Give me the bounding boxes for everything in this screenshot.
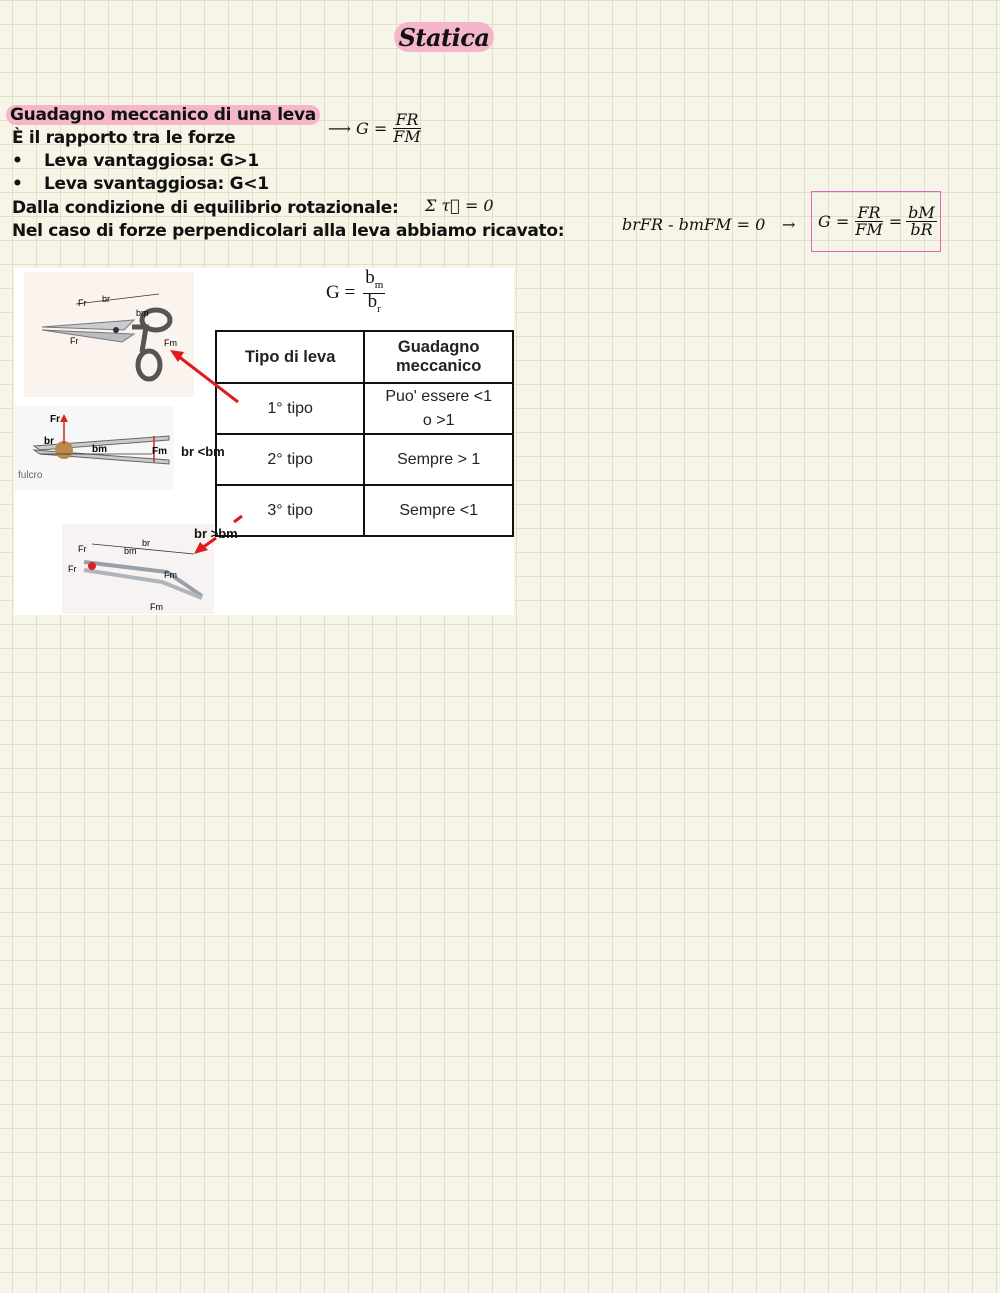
tongs-object <box>88 562 96 570</box>
nutcracker-illustration <box>14 406 174 490</box>
fraction-numerator: FR <box>395 110 419 129</box>
boxed-den-fm: FM <box>855 220 883 239</box>
nutcracker-label-fm: Fm <box>152 446 167 457</box>
implies-arrow: → <box>782 215 796 234</box>
boxed-num-bm: bM <box>908 203 935 222</box>
table-row <box>216 434 513 485</box>
tongs-label-fm-2: Fm <box>150 602 163 612</box>
table-cell-gain: Puo' essere <1 o >1 <box>364 383 513 434</box>
nutcracker-label-bm: bm <box>92 444 107 455</box>
table-cell-gain: Sempre <1 <box>364 485 513 536</box>
note-line-2: Dalla condizione di equilibrio rotazionale: <box>12 198 399 218</box>
boxed-fraction-forces <box>853 205 884 238</box>
nutcracker-label-br: br <box>44 436 54 447</box>
formula-fraction <box>363 267 385 317</box>
scissors-label-bm: bm <box>136 308 149 318</box>
table-header-type: Tipo di leva <box>216 331 364 383</box>
tongs-label-fm: Fm <box>164 570 177 580</box>
fraction-fr-fm <box>391 112 422 145</box>
formula-den-base: b <box>367 290 378 312</box>
scissors-label-fr-2: Fr <box>70 336 79 346</box>
scissors-label-fr: Fr <box>78 298 87 308</box>
heading-mechanical-gain <box>6 104 320 126</box>
handwritten-g-ratio <box>328 112 423 145</box>
handwritten-arrow: ⟶ G = <box>328 119 388 138</box>
boxed-gain-formula <box>811 191 941 252</box>
formula-g-label: G = <box>326 282 356 304</box>
table-cell-gain: Sempre > 1 <box>364 434 513 485</box>
boxed-den-br: bR <box>910 220 933 239</box>
tongs-label-fr: Fr <box>78 544 87 554</box>
boxed-g-label: G = <box>818 212 850 231</box>
formula-denominator <box>366 290 383 317</box>
equilibrium-equation: brFR - bmFM = 0 <box>622 215 766 234</box>
table-cell-type: 1° tipo <box>216 383 364 434</box>
label-br-less-bm: br <bm <box>181 444 225 459</box>
lever-gain-table <box>215 330 514 537</box>
boxed-equals: = <box>888 212 903 231</box>
bullet-dot-1: • <box>12 151 23 171</box>
red-arrow-tongs <box>190 512 250 558</box>
red-arrow-scissors <box>164 348 244 408</box>
table-cell-type: 3° tipo <box>216 485 364 536</box>
label-br-greater-bm: br >bm <box>194 526 238 541</box>
tongs-label-bm: bm <box>124 546 137 556</box>
red-arrow-line <box>178 356 238 402</box>
bullet-dot-2: • <box>12 174 23 194</box>
figure-gain-formula <box>326 267 385 317</box>
scissors-pivot <box>113 327 119 333</box>
scissors-label-br: br <box>102 294 111 304</box>
scissors-label-fm: Fm <box>164 338 177 348</box>
formula-num-base: b <box>365 267 375 288</box>
tongs-label-fr-2: Fr <box>68 564 77 574</box>
heading-highlight: Guadagno meccanico di una leva <box>6 105 320 125</box>
formula-num-sub: m <box>374 278 384 291</box>
table-row <box>216 485 513 536</box>
nutcracker-label-fr: Fr <box>50 414 60 425</box>
nutcracker-label-fulcrum: fulcro <box>18 470 43 481</box>
bullet-disadvantageous: Leva svantaggiosa: G<1 <box>44 174 269 194</box>
table-header-gain: Guadagno meccanico <box>364 331 513 383</box>
table-cell-type: 2° tipo <box>216 434 364 485</box>
red-arrow-line-dash <box>234 516 242 522</box>
lever-types-figure <box>14 268 514 615</box>
page-title: Statica <box>398 22 490 52</box>
fraction-denominator: FM <box>393 127 421 146</box>
table-header-row <box>216 331 513 383</box>
torque-sum-equation: Σ τ⃗ = 0 <box>425 196 494 215</box>
tongs-label-br: br <box>142 538 151 548</box>
boxed-fraction-arms <box>906 205 937 238</box>
bullet-advantageous: Leva vantaggiosa: G>1 <box>44 151 259 171</box>
formula-den-sub: r <box>377 302 381 315</box>
note-line-3: Nel caso di forze perpendicolari alla leva abbiamo ricavato: <box>12 221 565 241</box>
note-line-1: È il rapporto tra le forze <box>12 128 236 148</box>
boxed-num-fr: FR <box>857 203 881 222</box>
table-row <box>216 383 513 434</box>
page-title-badge <box>394 22 494 52</box>
